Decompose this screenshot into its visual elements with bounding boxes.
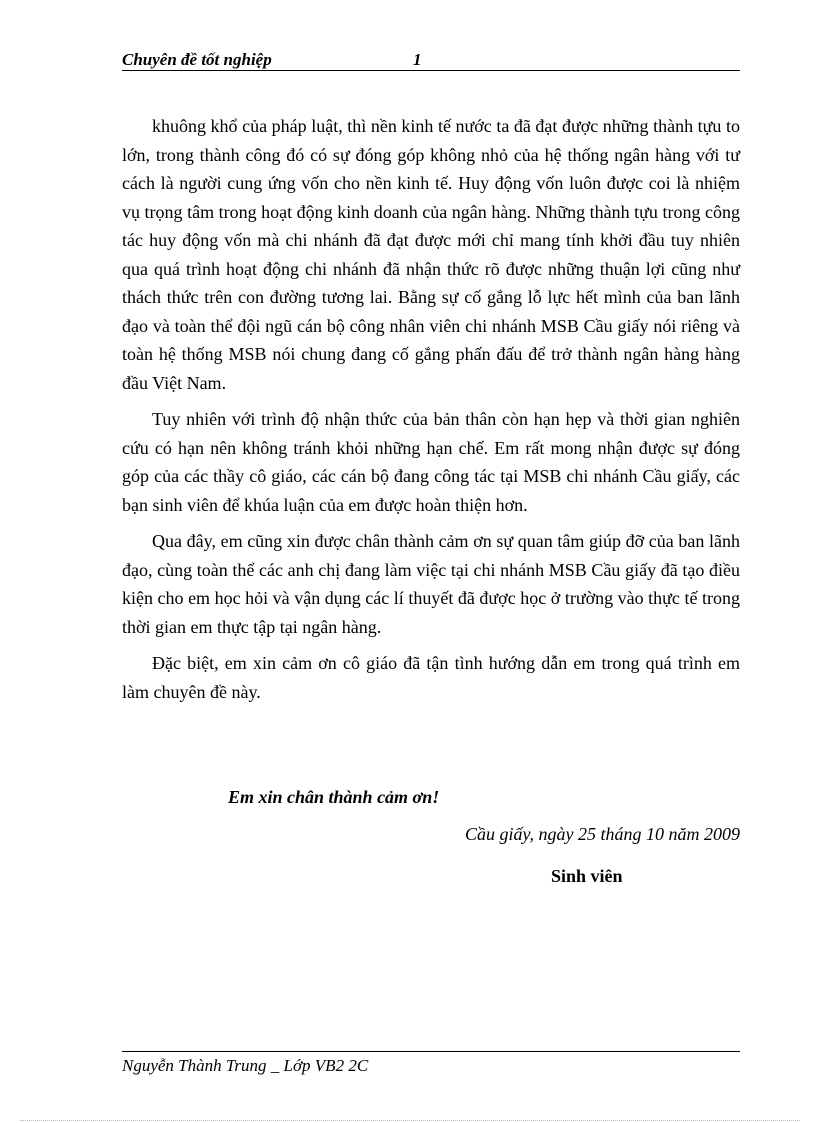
page-number: 1 <box>413 50 422 69</box>
paragraph: Đặc biệt, em xin cảm ơn cô giáo đã tận tình hướng dẫn em trong quá trình em làm chuyên đề này. <box>122 653 740 702</box>
page-footer: Nguyễn Thành Trung _ Lớp VB2 2C <box>122 1051 740 1076</box>
paragraph: Tuy nhiên với trình độ nhận thức của bản thân còn hạn hẹp và thời gian nghiên cứu có hạn nên không tránh khỏi những hạn chế. Em rất mong nhận được sự đóng góp của các thầy cô giáo, các cán bộ đang công tác tại MSB chi nhánh Cầu giấy, các bạn sinh viên để khúa luận của em được hoàn thiện hơn. <box>122 409 740 515</box>
signer-label: Sinh viên <box>551 866 623 886</box>
document-title: Chuyên đề tốt nghiệp <box>122 50 272 69</box>
page-edge-divider <box>20 1120 800 1121</box>
paragraph: Qua đây, em cũng xin được chân thành cảm ơn sự quan tâm giúp đỡ của ban lãnh đạo, cùng toàn thể các anh chị đang làm việc tại chi nhánh MSB Cầu giấy đã tạo điều kiện cho em học hỏi và vận dụng các lí thuyết đã được học ở trường vào thực tế trong thời gian em thực tập tại ngân hàng. <box>122 531 740 637</box>
body-text <box>122 112 740 714</box>
closing-thanks: Em xin chân thành cảm ơn! <box>228 787 440 807</box>
page-header <box>122 50 740 71</box>
date-line: Cầu giấy, ngày 25 tháng 10 năm 2009 <box>465 824 740 844</box>
paragraph: khuông khổ của pháp luật, thì nền kinh tế nước ta đã đạt được những thành tựu to lớn, trong thành công đó có sự đóng góp không nhỏ của hệ thống ngân hàng với tư cách là người cung ứng vốn cho nền kinh tế. Huy động vốn luôn được coi là nhiệm vụ trọng tâm trong hoạt động kinh doanh của ngân hàng. Những thành tựu trong công tác huy động vốn mà chi nhánh đã đạt được mới chỉ mang tính khởi đầu tuy nhiên qua quá trình hoạt động chi nhánh đã nhận thức rõ được những thuận lợi cũng như thách thức trên con đường tương lai. Bằng sự cố gắng lỗ lực hết mình của ban lãnh đạo và toàn thể đội ngũ cán bộ công nhân viên chi nhánh MSB Cầu giấy nói riêng và toàn hệ thống MSB nói chung đang cố gắng phấn đấu để trở thành ngân hàng hàng đầu Việt Nam. <box>122 116 740 393</box>
